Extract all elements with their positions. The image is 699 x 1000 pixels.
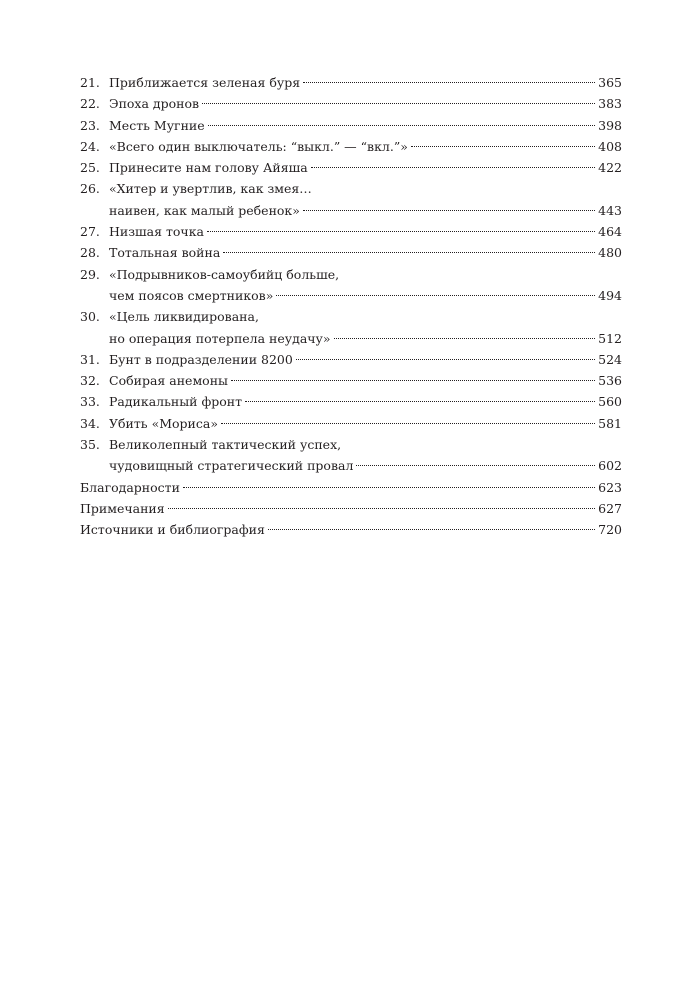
page-number: 623 (598, 479, 622, 495)
dot-leader (202, 103, 595, 104)
chapter-title-line: Эпоха дронов (109, 96, 200, 112)
chapter-title-line: Приближается зеленая буря (109, 75, 301, 90)
chapter-number: 35. (80, 437, 100, 453)
toc-entry (80, 264, 622, 307)
page-number: 383 (598, 96, 622, 112)
page-number: 480 (598, 245, 622, 261)
entry-text (80, 136, 622, 157)
dot-leader (268, 529, 595, 530)
dot-leader (223, 252, 595, 253)
page-number: 512 (598, 330, 622, 346)
chapter-title-row (80, 519, 622, 540)
entry-text (80, 264, 622, 307)
chapter-number: 29. (80, 266, 100, 282)
page-number: 720 (598, 522, 622, 538)
chapter-title-line: «Подрывников-самоубийц больше, (109, 266, 340, 282)
chapter-title-row (109, 391, 622, 412)
dot-leader (183, 487, 595, 488)
page-number: 627 (598, 500, 622, 516)
dot-leader (221, 423, 595, 424)
chapter-number: 32. (80, 373, 100, 389)
dot-leader (296, 359, 595, 360)
dot-leader (356, 465, 595, 466)
dot-leader (411, 146, 595, 147)
entry-text (80, 157, 622, 178)
chapter-number: 22. (80, 96, 100, 112)
page-number: 560 (598, 394, 622, 410)
chapter-title-row (109, 328, 622, 349)
entry-text (80, 477, 622, 498)
dot-leader (276, 295, 595, 296)
chapter-title-line: Низшая точка (109, 224, 204, 240)
chapter-title-line: «Цель ликвидирована, (109, 309, 259, 325)
toc-entry (80, 391, 622, 412)
chapter-number: 23. (80, 117, 100, 133)
entry-text (80, 242, 622, 263)
chapter-title-row (80, 498, 622, 519)
toc-entry (80, 157, 622, 178)
chapter-title-row (109, 157, 622, 178)
dot-leader (303, 82, 595, 83)
chapter-title-line: Источники и библиография (80, 522, 265, 538)
toc-entry (80, 370, 622, 391)
chapter-title-row (109, 115, 622, 136)
chapter-title-line: Убить «Мориса» (109, 415, 218, 431)
chapter-title-line: Месть Мугние (109, 117, 205, 133)
toc-entry (80, 477, 622, 498)
chapter-title-line: Бунт в подразделении 8200 (109, 351, 293, 367)
chapter-title-line: Тотальная война (109, 245, 221, 261)
chapter-title-line: Примечания (80, 500, 165, 516)
toc-entry (80, 306, 622, 349)
chapter-number: 27. (80, 224, 100, 240)
toc-entry (80, 221, 622, 242)
toc-entry (80, 115, 622, 136)
chapter-title-row (109, 455, 622, 476)
chapter-title-line: наивен, как малый ребенок» (109, 202, 300, 218)
entry-text (80, 115, 622, 136)
dot-leader (245, 401, 595, 402)
chapter-title-row (109, 221, 622, 242)
dot-leader (207, 231, 595, 232)
chapter-title-row (109, 413, 622, 434)
toc-entry (80, 136, 622, 157)
page-number: 494 (598, 287, 622, 303)
entry-text (80, 178, 622, 221)
dot-leader (311, 167, 595, 168)
page-number: 524 (598, 351, 622, 367)
toc-entry (80, 72, 622, 93)
chapter-title-line: Радикальный фронт (109, 394, 243, 410)
entry-text (80, 391, 622, 412)
page-number: 581 (598, 415, 622, 431)
toc-entry (80, 93, 622, 114)
chapter-title-line: чудовищный стратегический провал (109, 458, 354, 474)
chapter-title-row (80, 477, 622, 498)
page-number: 422 (598, 160, 622, 176)
chapter-number: 26. (80, 181, 100, 197)
chapter-title-line: «Всего один выключатель: “выкл.” — “вкл.”» (109, 138, 408, 154)
toc-entry (80, 242, 622, 263)
chapter-title-line: но операция потерпела неудачу» (109, 330, 331, 346)
chapter-number: 24. (80, 138, 100, 154)
chapter-number: 31. (80, 351, 100, 367)
toc-entry (80, 434, 622, 477)
dot-leader (334, 338, 596, 339)
dot-leader (303, 210, 595, 211)
chapter-number: 34. (80, 415, 100, 431)
chapter-title-line: Собирая анемоны (109, 373, 228, 389)
page-number: 602 (598, 458, 622, 474)
entry-text (80, 370, 622, 391)
chapter-title-row (109, 93, 622, 114)
page-number: 365 (598, 75, 622, 90)
chapter-title-line: Великолепный тактический успех, (109, 437, 342, 453)
entry-text (80, 413, 622, 434)
dot-leader (231, 380, 595, 381)
table-of-contents (80, 72, 622, 541)
chapter-title-line: чем поясов смертников» (109, 287, 274, 303)
chapter-title-row (109, 285, 622, 306)
chapter-number: 28. (80, 245, 100, 261)
chapter-title-line: «Хитер и увертлив, как змея… (109, 181, 312, 197)
page-number: 464 (598, 224, 622, 240)
dot-leader (168, 508, 596, 509)
chapter-number: 21. (80, 75, 100, 90)
entry-text (80, 434, 622, 477)
toc-entry (80, 413, 622, 434)
chapter-title-row (109, 72, 622, 93)
toc-entry (80, 498, 622, 519)
page-number: 398 (598, 117, 622, 133)
toc-entry (80, 519, 622, 540)
chapter-title-row (109, 200, 622, 221)
entry-text (80, 306, 622, 349)
entry-text (80, 498, 622, 519)
chapter-title-row (109, 349, 622, 370)
entry-text (80, 349, 622, 370)
page-number: 408 (598, 138, 622, 154)
page-number: 536 (598, 373, 622, 389)
page-number: 443 (598, 202, 622, 218)
entry-text (80, 93, 622, 114)
chapter-title-row (109, 136, 622, 157)
chapter-title-line: Благодарности (80, 479, 180, 495)
chapter-number: 25. (80, 160, 100, 176)
chapter-title-row (109, 242, 622, 263)
toc-entry (80, 349, 622, 370)
chapter-number: 33. (80, 394, 100, 410)
entry-text (80, 72, 622, 93)
entry-text (80, 519, 622, 540)
toc-entry (80, 178, 622, 221)
dot-leader (208, 125, 595, 126)
chapter-title-row (109, 370, 622, 391)
chapter-title-line: Принесите нам голову Айяша (109, 160, 308, 176)
entry-text (80, 221, 622, 242)
chapter-number: 30. (80, 309, 100, 325)
